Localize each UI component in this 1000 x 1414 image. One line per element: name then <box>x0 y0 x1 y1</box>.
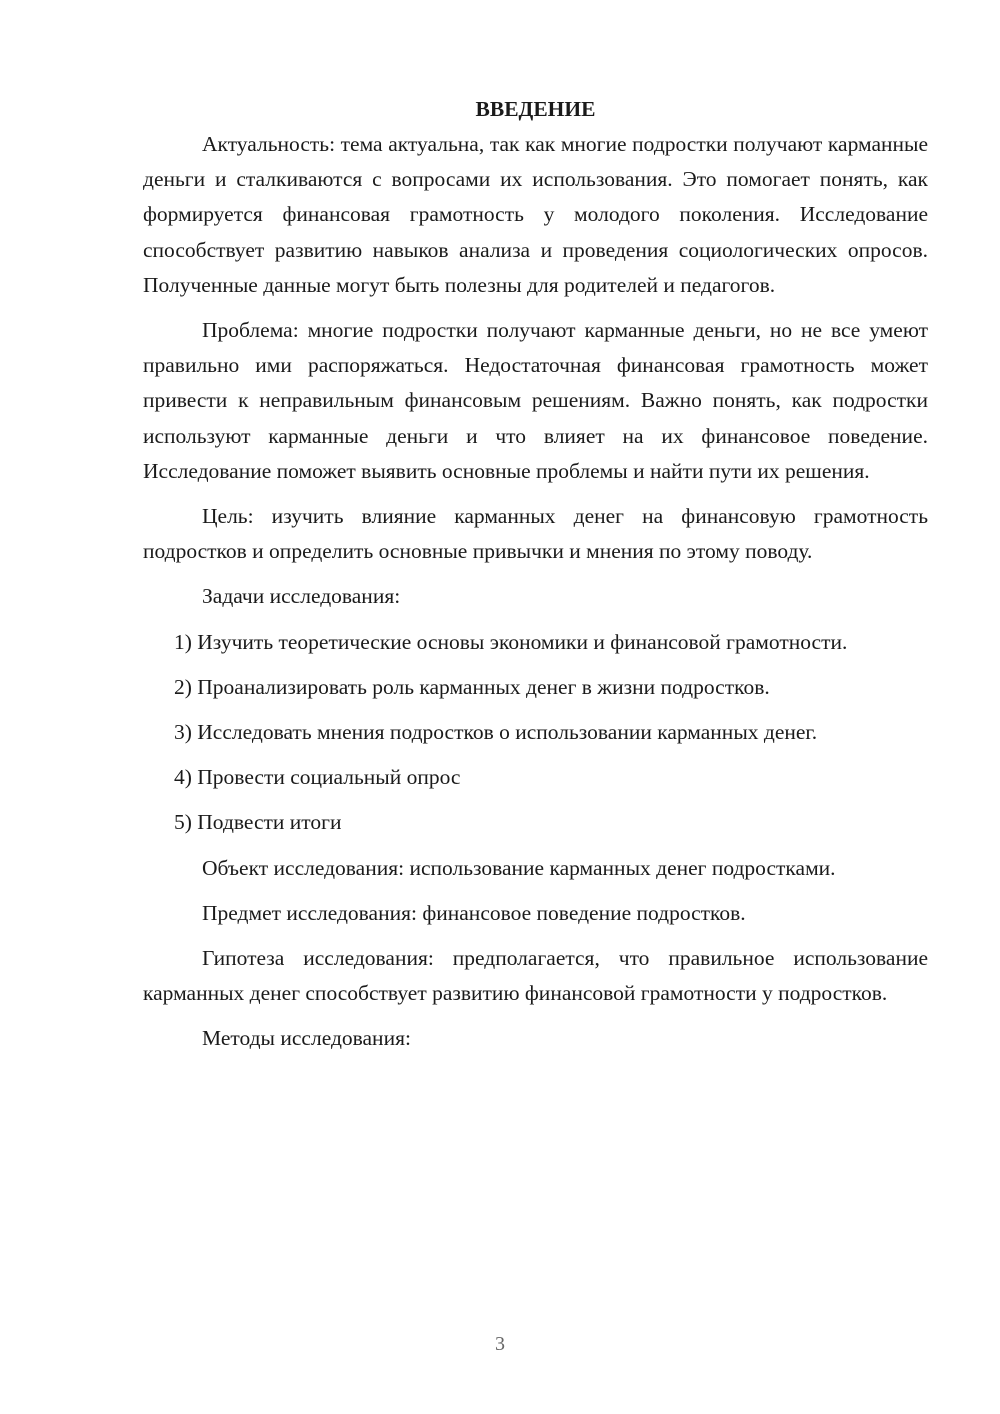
task-item-5: 5) Подвести итоги <box>174 810 342 835</box>
document-page <box>143 92 928 1067</box>
methods-title: Методы исследования: <box>202 1026 411 1051</box>
section-heading: ВВЕДЕНИЕ <box>475 97 596 121</box>
task-item-2: 2) Проанализировать роль карманных денег в жизни подростков. <box>174 674 770 699</box>
paragraph-hypothesis: Гипотеза исследования: предполагается, что правильное использование карманных денег способствует развитию финансовой грамотности у подростков. <box>143 946 928 1006</box>
task-item-4: 4) Провести социальный опрос <box>174 765 461 790</box>
paragraph-relevance: Актуальность: тема актуальна, так как многие подростки получают карманные деньги и сталкиваются с вопросами их использования. Это помогает понять, как формируется финансовая грамотность у молодого поколения. Исследование способствует развитию навыков анализа и проведения социологических опросов. Полученные данные могут быть полезны для родителей и педагогов. <box>143 132 928 297</box>
page-number: 3 <box>495 1333 505 1355</box>
task-item-3: 3) Исследовать мнения подростков о использовании карманных денег. <box>174 720 818 745</box>
paragraph-subject: Предмет исследования: финансовое поведение подростков. <box>202 900 746 925</box>
paragraph-goal: Цель: изучить влияние карманных денег на финансовую грамотность подростков и определить основные привычки и мнения по этому поводу. <box>143 504 928 564</box>
paragraph-object: Объект исследования: использование карманных денег подростками. <box>202 855 836 880</box>
tasks-title: Задачи исследования: <box>202 584 401 609</box>
paragraph-problem: Проблема: многие подростки получают карманные деньги, но не все умеют правильно ими распоряжаться. Недостаточная финансовая грамотность может привести к неправильным финансовым решениям. Важно понять, как подростки используют карманные деньги и что влияет на их финансовое поведение. Исследование поможет выявить основные проблемы и найти пути их решения. <box>143 318 928 483</box>
task-item-1: 1) Изучить теоретические основы экономики и финансовой грамотности. <box>174 629 848 654</box>
